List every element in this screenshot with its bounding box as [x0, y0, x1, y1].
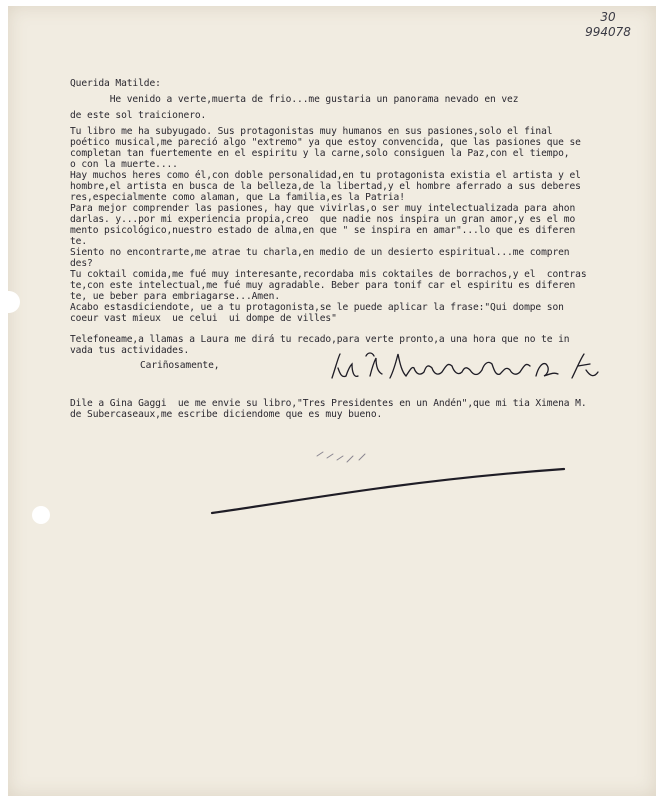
closing: Cariñosamente,: [140, 360, 220, 371]
letter-line: te,con este intelectual,me fué muy agradable. Beber para tonif car el espiritu es diferen: [70, 280, 576, 291]
closing-line: Telefoneame,a llamas a Laura me dirá tu recado,para verte pronto,a una hora que no te in: [70, 334, 570, 345]
letter-line: te, ue beber para embriagarse...Amen.: [70, 291, 281, 302]
letter-line: de este sol traicionero.: [70, 110, 207, 121]
letter-line: darlas. y...por mi experiencia propia,creo que nadie nos inspira un gran amor,y es el mo: [70, 214, 576, 225]
closing-row: [70, 356, 640, 378]
postscript-line: Dile a Gina Gaggi ue me envie su libro,"Tres Presidentes en un Andén",que mi tia Ximena M.: [70, 398, 587, 409]
letter-line: o con la muerte....: [70, 159, 178, 170]
letter-line: poético musical,me pareció algo "extremo" ya que estoy convencida, que las pasiones que se: [70, 137, 581, 148]
letter-line: des?: [70, 258, 93, 269]
archive-number: 30: [600, 10, 616, 24]
letter-line: Hay muchos heres como él,con doble personalidad,en tu protagonista existia el artista y el: [70, 170, 581, 181]
letter-line: Siento no encontrarte,me atrae tu charla,en medio de un desierto espiritual...me compren: [70, 247, 570, 258]
letter-line: res,especialmente como alaman, que La familia,es la Patria!: [70, 192, 405, 203]
paper-hole: [32, 506, 50, 524]
archive-catalog-code: 994078: [585, 25, 631, 39]
letter-page: [8, 6, 656, 796]
handwritten-signature: [328, 348, 628, 388]
letter-line: Acabo estasdiciendote, ue a tu protagonista,se le puede aplicar la frase:"Qui dompe son: [70, 302, 564, 313]
letter-line: Tu libro me ha subyugado. Sus protagonistas muy humanos en sus pasiones,solo el final: [70, 126, 553, 137]
salutation: Querida Matilde:: [70, 78, 161, 89]
letter-line: He venido a verte,muerta de frio...me gustaria un panorama nevado en vez: [70, 94, 519, 105]
letter-line: completan tan fuertemente en el espiritu y la carne,solo consiguen la Paz,con el tiempo,: [70, 148, 570, 159]
letter-line: mento psicológico,nuestro estado de alma,en que " se inspira en amar"...lo que es diferen: [70, 225, 576, 236]
archive-code: [578, 10, 638, 40]
signature-flourish: [208, 461, 568, 521]
letter-body: [70, 78, 640, 420]
letter-line: te.: [70, 236, 88, 247]
letter-line: coeur vast mieux ue celui ui dompe de villes": [70, 313, 337, 324]
letter-line: hombre,el artista en busca de la belleza,de la libertad,y el hombre aferrado a sus deberes: [70, 181, 581, 192]
closing-line: vada tus actividades.: [70, 345, 190, 356]
letter-line: Para mejor comprender las pasiones, hay que vivirlas,o ser muy intelectualizada para ahon: [70, 203, 576, 214]
postscript-line: de Subercaseaux,me escribe diciendome que es muy bueno.: [70, 409, 383, 420]
paper-hole: [8, 291, 20, 313]
letter-line: Tu coktail comida,me fué muy interesante,recordaba mis coktailes de borrachos,y el contras: [70, 269, 587, 280]
